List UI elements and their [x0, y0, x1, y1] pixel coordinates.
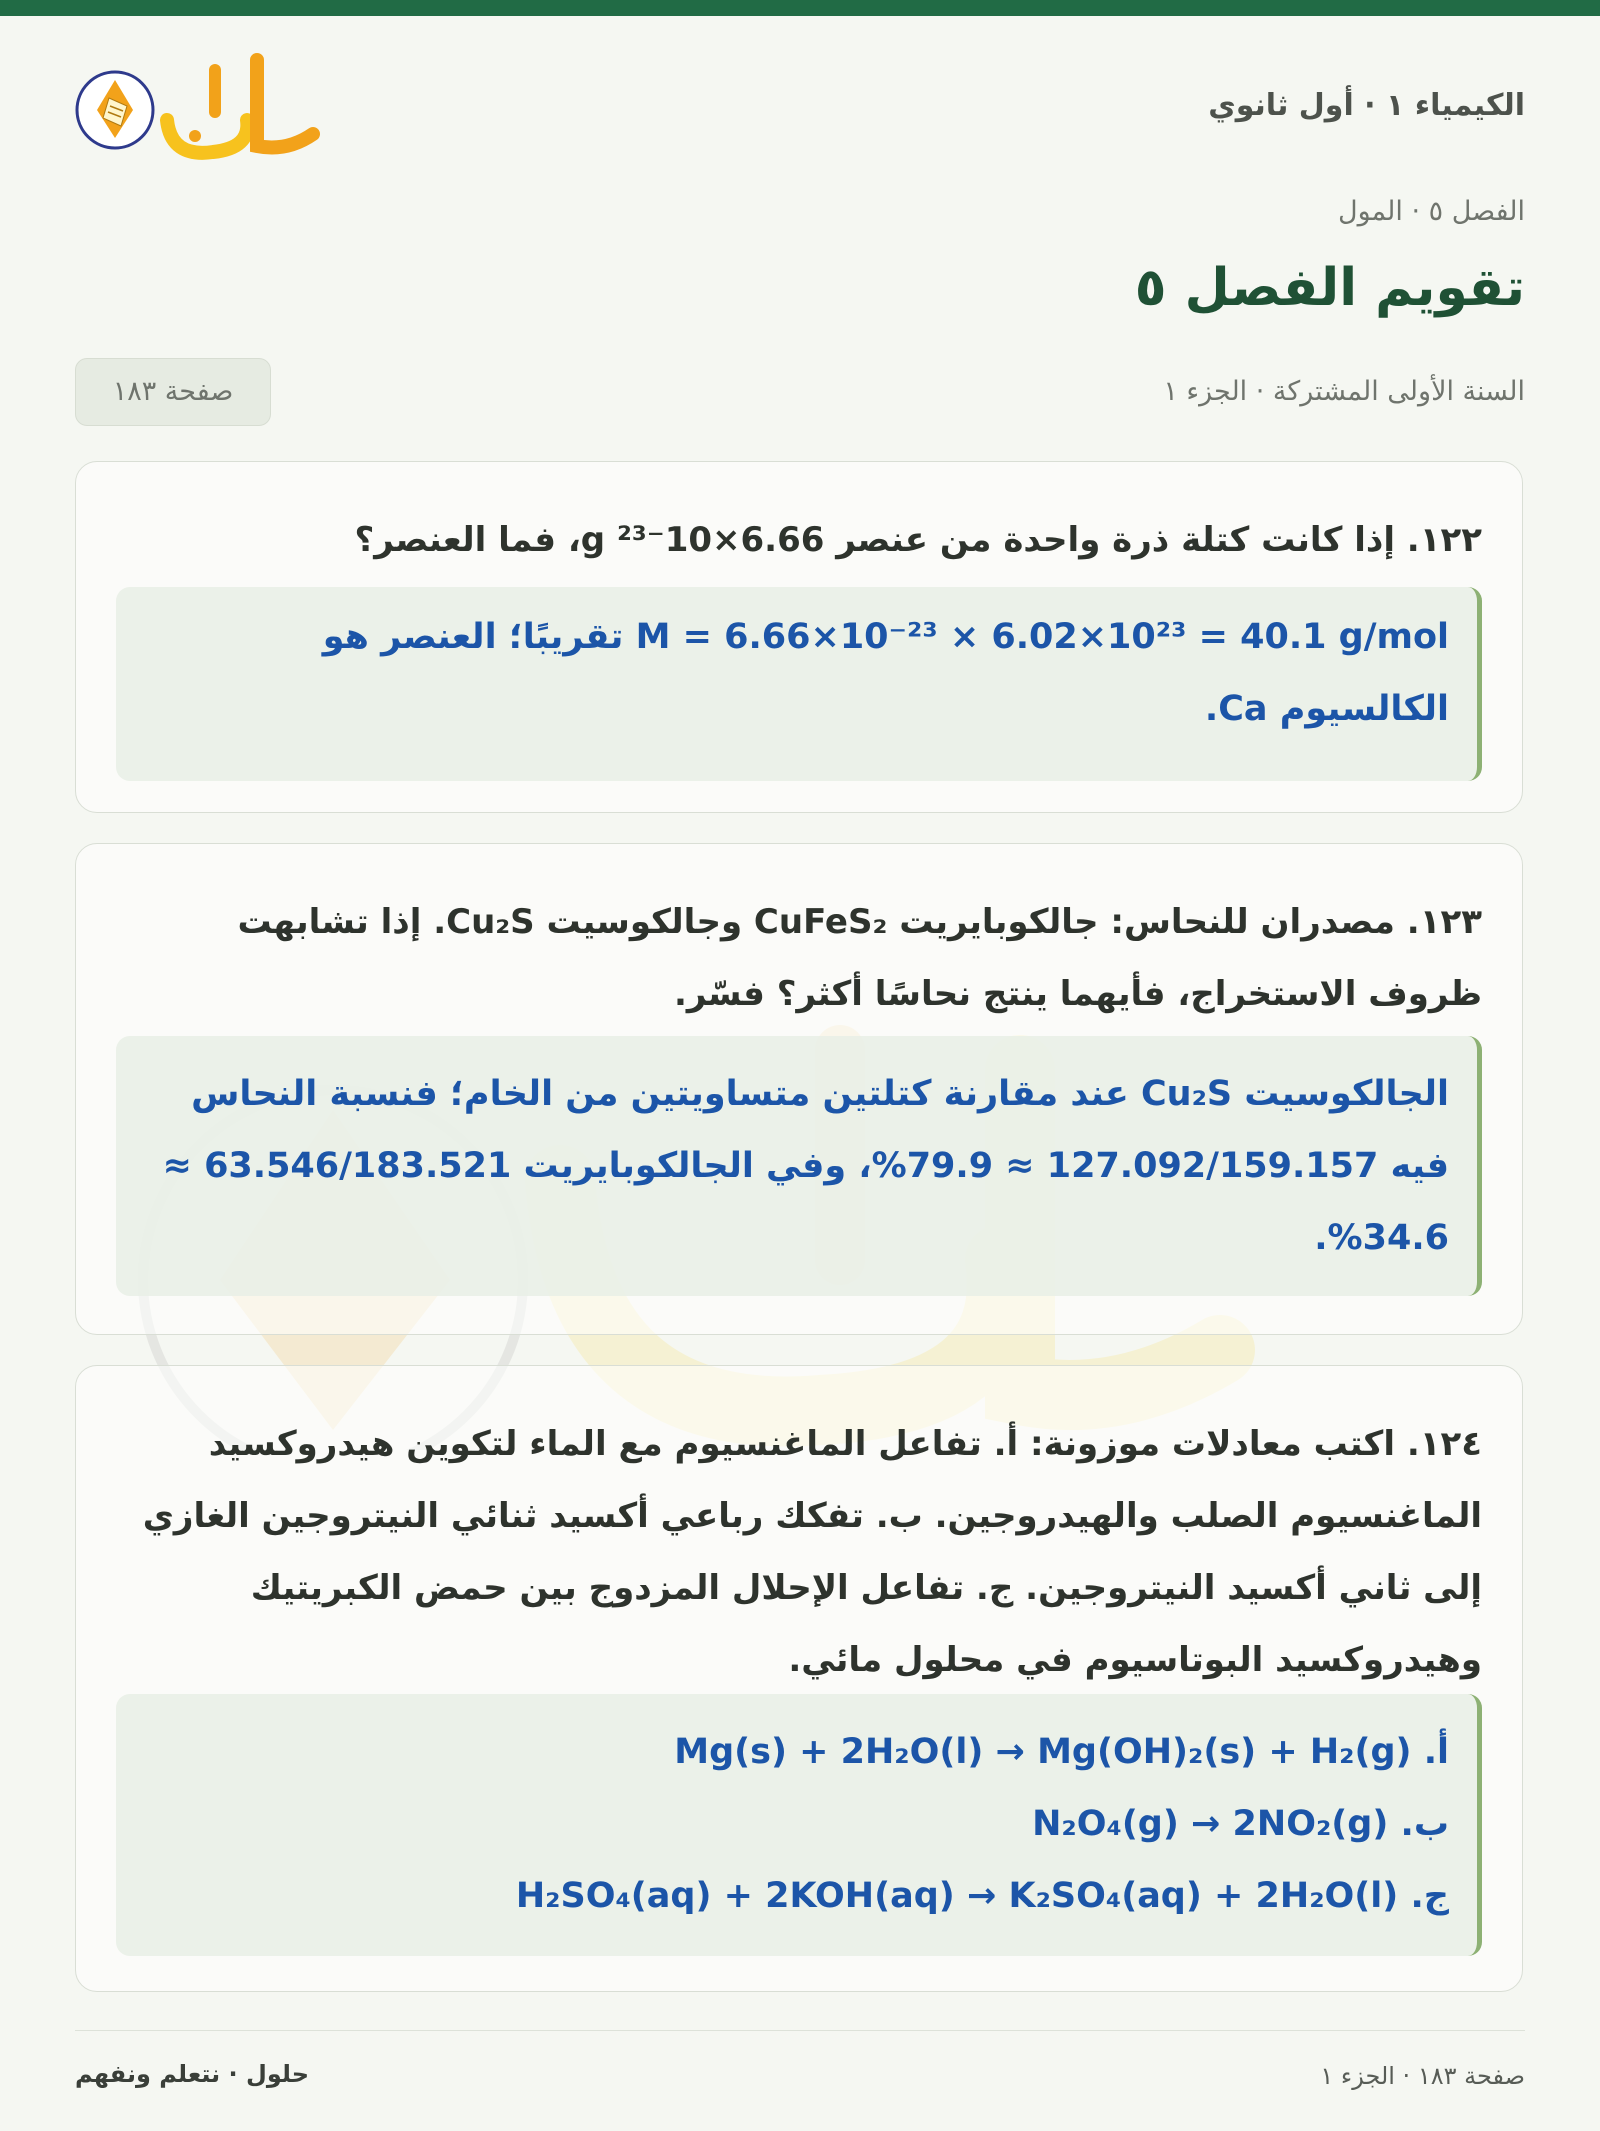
page-badge: صفحة ١٨٣	[75, 358, 271, 426]
question-text: ١٢٢. إذا كانت كتلة ذرة واحدة من عنصر 6.66×10⁻²³ g، فما العنصر؟	[354, 520, 1482, 560]
question-text: ١٢٣. مصدران للنحاس: جالكوبايريت CuFeS₂ وجالكوسيت Cu₂S. إذا تشابهت ظروف الاستخراج، فأيهما ينتج نحاسًا أكثر؟ فسّر.	[237, 902, 1482, 1014]
answer-line: ب. N₂O₄(g) → 2NO₂(g)	[1032, 1804, 1449, 1844]
answer-box	[116, 1036, 1482, 1296]
pencil-book-logo-icon[interactable]	[75, 50, 335, 170]
footer-divider	[75, 2030, 1525, 2031]
answer-line: ج. H₂SO₄(aq) + 2KOH(aq) → K₂SO₄(aq) + 2H₂O(l)	[515, 1876, 1449, 1916]
footer-page-info: صفحة ١٨٣ · الجزء ١	[1320, 2062, 1525, 2090]
question-text: ١٢٤. اكتب معادلات موزونة: أ. تفاعل الماغنسيوم مع الماء لتكوين هيدروكسيد الماغنسيوم الصلب والهيدروجين. ب. تفكك رباعي أكسيد ثنائي النيتروجين الغازي إلى ثاني أكسيد النيتروجين. ج. تفاعل الإحلال المزدوج بين حمض الكبريتيك وهيدروكسيد البوتاسيوم في محلول مائي.	[142, 1424, 1482, 1680]
chapter-meta: الفصل ٥ · المول	[1337, 196, 1525, 227]
page-header	[75, 50, 1525, 170]
answer-box	[116, 1694, 1482, 1956]
question-card	[75, 843, 1523, 1335]
answer-line: أ. Mg(s) + 2H₂O(l) → Mg(OH)₂(s) + H₂(g)	[674, 1732, 1449, 1772]
answer-line: الجالكوسيت Cu₂S عند مقارنة كتلتين متساويتين من الخام؛ فنسبة النحاس فيه 127.092/159.157 ≈ 79.9%، وفي الجالكوبايريت 63.546/183.521 ≈ 34.6%.	[162, 1074, 1449, 1258]
question-card	[75, 1365, 1523, 1992]
footer-brand: حلول · نتعلم ونفهم	[75, 2060, 309, 2088]
answer-box	[116, 587, 1482, 781]
top-accent-bar	[0, 0, 1600, 16]
answer-line: M = 6.66×10⁻²³ × 6.02×10²³ = 40.1 g/mol تقريبًا؛ العنصر هو الكالسيوم Ca.	[322, 617, 1449, 729]
question-card	[75, 461, 1523, 813]
page-subtitle: السنة الأولى المشتركة · الجزء ١	[1163, 376, 1525, 407]
page-title: تقويم الفصل ٥	[1134, 258, 1525, 318]
book-title: الكيمياء ١ · أول ثانوي	[1208, 88, 1525, 123]
